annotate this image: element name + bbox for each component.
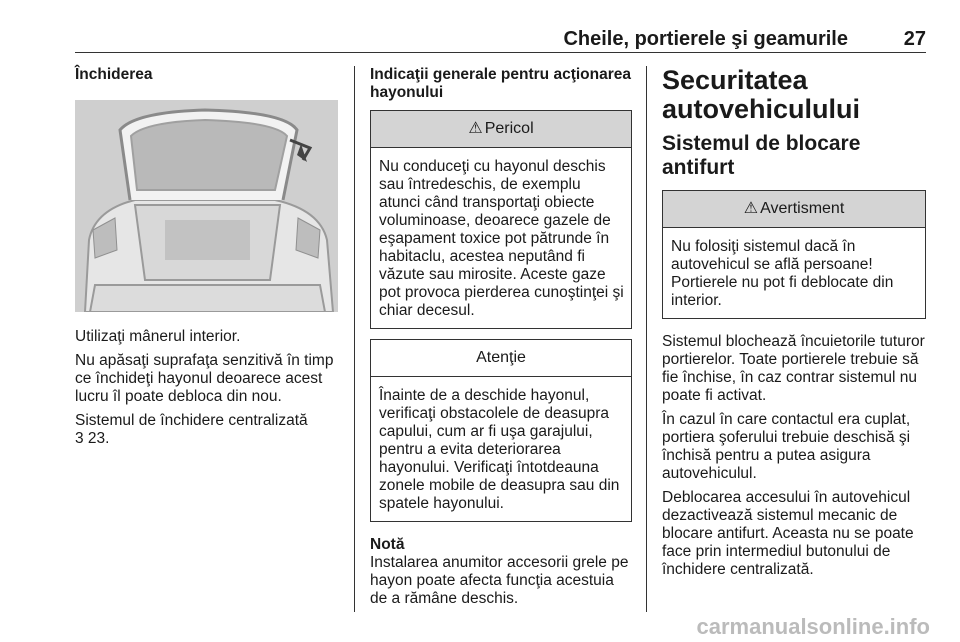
column-closing [75,66,340,454]
page-reference-link[interactable]: 3 23. [75,430,110,447]
section-subtitle: Sistemul de blocare antifurt [662,132,861,179]
warning-box-header [663,191,925,228]
tailgate-illustration [75,100,338,312]
column-divider [646,66,647,612]
closing-heading: Închiderea [75,66,153,83]
column-security [662,66,926,585]
closing-paragraph: Nu apăsaţi suprafaţa senzitivă în timp ce închideţi hayonul deoarece acest lucru îl poate debloca din nou. [75,352,334,405]
danger-box-header [371,111,631,148]
section-title: Securitatea autovehiculului [662,65,861,124]
security-paragraph: Deblocarea accesului în autovehicul dezactivează sistemul mecanic de blocare antifurt. Aceasta nu se poate face prin intermediul butonului de închidere centralizată. [662,489,914,578]
page-number: 27 [903,28,926,50]
caution-box [370,339,632,522]
warning-triangle-icon: ⚠ [743,200,759,217]
closing-paragraph: Utilizaţi mânerul interior. [75,328,241,345]
caution-box-header [371,340,631,377]
caution-box-text: Înainte de a deschide hayonul, verificaţi obstacolele de deasupra capului, cum ar fi uşa garajului, pentru a evita deteriorarea hayonului. Verificaţi întotdeauna zonele mobile de deasupra sau din spatele hayonului. [379,387,620,512]
security-paragraph: În cazul în care contactul era cuplat, portiera şoferului trebuie deschisă şi închisă pentru a putea asigura autovehiculul. [662,411,911,482]
general-info-heading: Indicaţii generale pentru acţionarea hayonului [370,66,631,101]
closing-paragraph [75,412,340,448]
warning-box-text: Nu folosiţi sistemul dacă în autovehicul se află persoane! Portierele nu pot fi deblocate din interior. [671,238,894,309]
warning-box-title: Avertisment [760,200,845,217]
danger-box [370,110,632,329]
warning-box [662,190,926,319]
chapter-title: Cheile, portierele şi geamurile [563,28,848,50]
security-paragraph: Sistemul blochează încuietorile tuturor portierelor. Toate portierele trebuie să fie închise, în caz contrar sistemul nu poate fi activat. [662,333,925,404]
column-divider [354,66,355,612]
watermark: carmanualsonline.info [696,614,930,639]
note-title: Notă [370,536,405,553]
central-locking-text: Sistemul de închidere centralizată [75,412,308,429]
tailgate-car-image [75,100,338,312]
note-text: Instalarea anumitor accesorii grele pe hayon poate afecta funcţia acestuia de a rămâne deschis. [370,554,629,607]
danger-box-title: Pericol [484,120,534,137]
warning-triangle-icon: ⚠ [468,120,483,137]
danger-box-text: Nu conduceţi cu hayonul deschis sau întredeschis, de exemplu atunci când transportaţi obiecte voluminoase, deoarece gazele de eşapament toxice pot pătrunde în habitaclu, acestea neputând fi văzute sau mirosite. Aceste gaze pot provoca pierderea cunoştinţei şi chiar decesul. [379,158,624,319]
caution-box-title: Atenţie [476,349,526,366]
column-general-info [370,66,632,608]
page-header [75,28,926,53]
